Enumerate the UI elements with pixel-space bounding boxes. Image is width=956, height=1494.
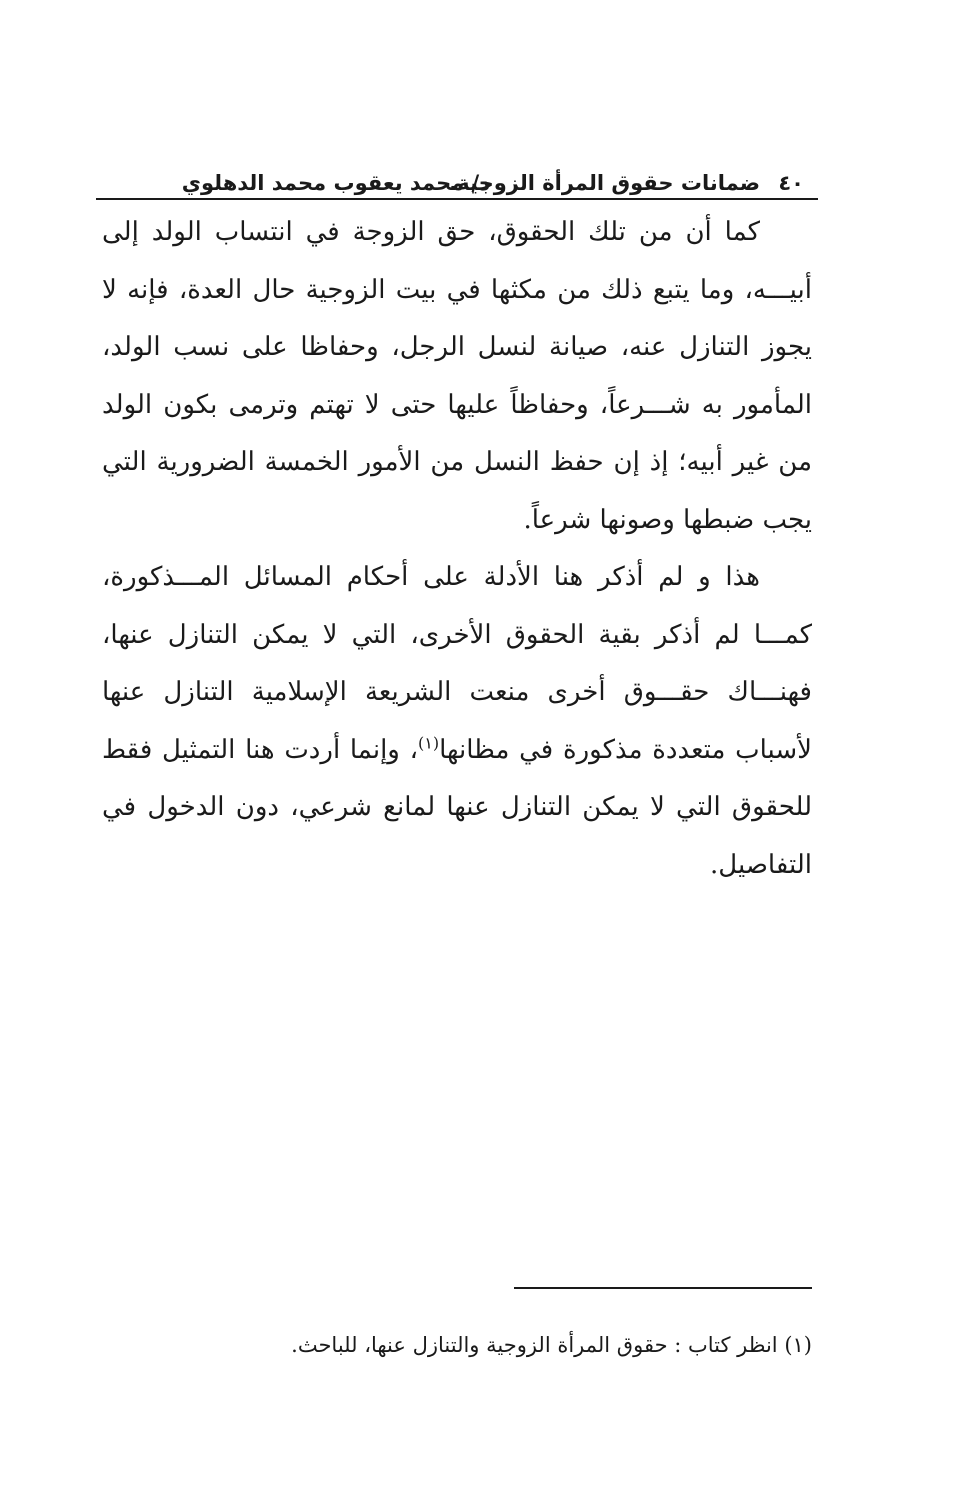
footnote: (١) انظر كتاب : حقوق المرأة الزوجية والتنازل عنها، للباحث. <box>291 1333 812 1357</box>
footnote-rule <box>514 1287 812 1289</box>
header-rule <box>96 198 818 200</box>
paragraph-2-continuation: ، وإنما أردت هنا التمثيل فقط للحقوق التي لا يمكن التنازل عنها لمانع شرعي، دون الدخول في التفاصيل. <box>102 734 813 880</box>
paragraph-2 <box>102 549 812 894</box>
running-header <box>96 168 818 198</box>
book-title: ضمانات حقوق المرأة الزوجية. <box>449 171 760 195</box>
body-text <box>102 204 812 894</box>
paragraph-2-text: هذا و لم أذكر هنا الأدلة على أحكام المسائل المـــذكورة، كمـــا لم أذكر بقية الحقوق الأخرى، التي لا يمكن التنازل عنها، فهنـــاك حقـــوق أخرى منعت الشريعة الإسلامية التنازل عنها لأسباب متعددة مذكورة في مظانها <box>102 562 812 765</box>
paragraph-1: كما أن من تلك الحقوق، حق الزوجة في انتساب الولد إلى أبيـــه، وما يتبع ذلك من مكثها في بيت الزوجية حال العدة، فإنه لا يجوز التنازل عنه، صيانة لنسل الرجل، وحفاظا على نسب الولد، المأمور به شـــرعاً، وحفاظاً عليها حتى لا تهتم وترمى بكون الولد من غير أبيه؛ إذ إن حفظ النسل من الأمور الخمسة الضرورية التي يجب ضبطها وصونها شرعاً. <box>102 217 812 535</box>
page-number: ٤٠ <box>778 171 804 195</box>
author-name: د/ محمد يعقوب محمد الدهلوي <box>181 171 490 195</box>
footnote-reference: (١) <box>417 732 440 752</box>
